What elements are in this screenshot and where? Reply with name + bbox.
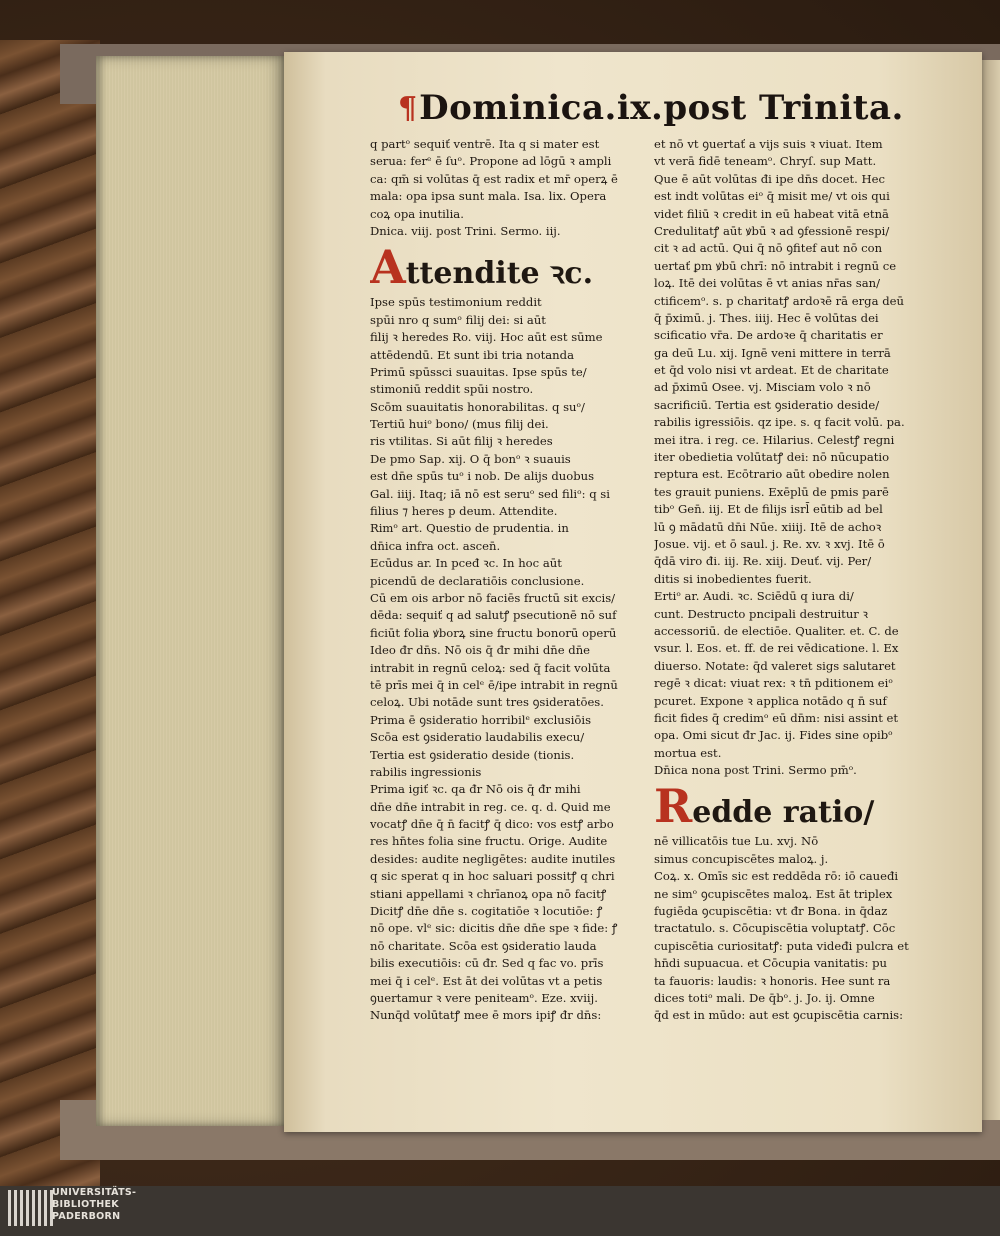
left-text-line: nō charitate. Scōa est ꝯsideratio lauda (370, 938, 597, 953)
left-text-line: ficiūt folia ꝟborꝝ sine fructu bonorū operū (370, 625, 617, 640)
right-text-line: ditis si inobedientes fuerit. (654, 571, 812, 586)
right-text-line: vt verā fidē teneamᵒ. Chryſ. sup Matt. (654, 154, 877, 169)
left-text-line: Scōm suauitatis honorabilitas. q suᵒ/ (370, 399, 585, 414)
left-text-line: De pmo Sap. xij. O q̄ bonᵒ ꝛ suauis (370, 451, 571, 466)
right-text-line: q̄ p̄ximū. j. Thes. iiij. Hec ē volūtas dei (654, 310, 879, 325)
right-text-line: videt filiū ꝛ credit in eū habeat vitā etnā (654, 206, 889, 221)
left-text-line: Primū spūssci suauitas. Ipse spūs te/ (370, 364, 587, 379)
left-text-line: Tertia est ꝯsideratio deside (tionis. (370, 747, 575, 762)
right-text-line: accessoriū. de electiōe. Qualiter. et. C. de (654, 623, 899, 638)
right-text-line: cupiscētia curiositatꝭ: puta videđi pulcra et (654, 938, 909, 953)
right-text-line: q̄dā viro đi. iij. Re. xiij. Deuť. vij. Per/ (654, 554, 872, 569)
left-text-line: stimoniū reddit spūi nostro. (370, 382, 534, 397)
right-text-line: tibᵒ Gen̄. iij. Et de filijs isrl̄ eūtib ad bel (654, 502, 883, 517)
left-text-line: Prima ē ꝯsideratio horribilᵉ exclusiōis (370, 712, 592, 727)
left-text-line: filius ⁊ heres p deum. Attendite. (370, 504, 558, 519)
left-text-line: nō ope. vlᵉ sic: dicitis dn̄e dn̄e spe ꝛ fide: ꝭ (370, 921, 618, 936)
library-name-line-2: BIBLIOTHEK (52, 1199, 119, 1210)
left-text-line: Nunq̄d volūtatꝭ mee ē mors ipiꝭ đr dn̄s: (370, 1008, 602, 1023)
left-text-line: est dn̄e spūs tuᵒ i nob. De alijs duobus (370, 469, 595, 484)
left-text-line: Gal. iiij. Itaq; iā nō est seruᵒ sed filiᵒ: q si (370, 486, 610, 501)
right-text-line: tractatulo. s. Cōcupiscētia voluptatꝭ. Cōc (654, 921, 896, 936)
left-text-line: Dicitꝭ dn̄e dn̄e s. cogitatiōe ꝛ locutiōe: ꝭ (370, 904, 603, 919)
library-footer (0, 1186, 1000, 1236)
left-text-line: attēdendū. Et sunt ibi tria notanda (370, 347, 574, 362)
page-block-edge (96, 56, 286, 1126)
left-sermon-heading: Attendite ꝛc. (370, 240, 594, 295)
right-text-line: mei itra. i reg. ce. Hilarius. Celestꝭ regni (654, 432, 895, 447)
right-text-line: et nō vt ꝯuertať a vijs suis ꝛ viuat. Item (654, 137, 883, 151)
left-text-line: Cū em ois arbor nō faciēs fructū sit excis/ (370, 590, 616, 605)
right-text-line: Coꝝ. x. Omīs sic est reddēda rō: iō caueđi (654, 869, 899, 884)
right-text-line: q̄d est in mūdo: aut est ꝯcupiscētia carnis: (654, 1008, 904, 1023)
paragraph-mark-icon: ¶ (398, 90, 418, 126)
right-sermon-heading: Redde ratio/ (654, 779, 875, 834)
right-text-line: Josue. vij. et ō saul. j. Re. xv. ꝛ xvj. Itē ō (654, 536, 885, 551)
right-text-line: dices totiᵒ mali. De q̄bᵒ. j. Jo. ij. Omne (654, 990, 875, 1005)
left-text-line: Ipse spūs testimonium reddit (370, 295, 542, 310)
page-title: Dominica.ix.post Trinita. (419, 88, 904, 128)
right-text-line: cit ꝛ ad actū. Qui q̄ nō ꝯfitef aut nō con (654, 241, 883, 256)
right-text-line: scificatio vr̄a. De ardoꝛe q̄ charitatis er (654, 328, 883, 343)
left-text-line: Scōa est ꝯsideratio laudabilis execu/ (370, 730, 585, 745)
right-text-line: uertať ꝑm ꝟbū chrī: nō intrabit i regnū ce (654, 258, 897, 273)
right-text-line: nē villicatōis tue Lu. xvj. Nō (654, 834, 819, 849)
left-text-line: q partᵒ sequiť ventrē. Ita q si mater est (370, 137, 600, 151)
library-name-line-1: UNIVERSITÄTS- (52, 1187, 137, 1198)
right-text-line: hn̄di supuacua. et Cōcupia vanitatis: pu (654, 956, 887, 971)
right-text-line: pcuret. Expone ꝛ applica notādo q n̄ suf (654, 693, 887, 708)
right-text-line: lū ꝯ mādatū dn̄i Nūe. xiiij. Itē de achoꝛ (654, 519, 882, 534)
right-text-line: Que ē aūt volūtas đi ipe dn̄s docet. Hec (654, 171, 885, 186)
left-text-line: picendū de declaratiōis conclusione. (370, 573, 585, 588)
left-text-column (370, 136, 660, 1025)
left-text-line: Ecūdus ar. In pceđ ꝛc. In hoc aūt (370, 556, 562, 571)
library-logo-icon (8, 1190, 53, 1226)
right-text-line: ctificemᵒ. s. p charitatꝭ ardoꝛē rā erga deū (654, 293, 904, 308)
left-text-line: ꝯuertamur ꝛ vere peniteamᵒ. Eze. xviij. (370, 990, 598, 1005)
left-text-line: desides: audite negligētes: audite inutiles (370, 851, 616, 866)
left-text-line: Dnica. viij. post Trini. Sermo. iij. (370, 223, 561, 238)
left-text-line: rabilis ingressionis (370, 764, 482, 779)
running-title (398, 86, 904, 130)
right-text-line: opa. Omi sicut đr Jac. ij. Fides sine opibᵒ (654, 728, 893, 743)
right-text-line: regē ꝛ dicat: viuat rex: ꝛ tn̄ pditionem eiᵒ (654, 676, 893, 691)
library-name-line-3: PADERBORN (52, 1211, 121, 1222)
right-text-column (654, 136, 944, 1025)
right-text-line: mortua est. (654, 745, 722, 760)
left-text-line: Ideo đr dn̄s. Nō ois q̄ đr mihi dn̄e dn̄e (370, 643, 591, 658)
right-text-line: est indt volūtas eiᵒ q̄ misit me/ vt ois qui (654, 189, 890, 204)
left-text-line: Rimᵒ art. Questio de prudentia. in (370, 521, 569, 536)
right-text-line: ad p̄ximū Osee. vj. Misciam volo ꝛ nō (654, 380, 871, 395)
left-text-line: mala: opa ipsa sunt mala. Isa. lix. Opera (370, 189, 607, 204)
left-text-line: ca: qm̄ si volūtas q̄ est radix et mr̄ operꝝ ē (370, 171, 618, 186)
right-text-line: rabilis igressiōis. qz ipe. s. q facit volū. pa. (654, 415, 905, 430)
right-text-line: Credulitatꝭ aūt ꝟbū ꝛ ad ꝯfessionē respi/ (654, 223, 890, 238)
right-text-line: reptura est. Ecōtrario aūt obedire nolen (654, 467, 890, 482)
left-text-line: Tertiū huiᵒ bono/ (mus filij dei. (370, 417, 549, 432)
left-text-line: filij ꝛ heredes Ro. viij. Hoc aūt est sūme (370, 330, 603, 345)
right-text-line: ne simᵒ ꝯcupiscētes maloꝝ. Est āt triplex (654, 886, 893, 901)
left-text-line: intrabit in regnū celoꝝ: sed q̄ facit volūta (370, 660, 611, 675)
left-text-line: Prima igiť ꝛc. qa đr Nō ois q̄ đr mihi (370, 782, 581, 797)
left-text-line: res hn̄tes folia sine fructu. Orige. Audite (370, 834, 608, 849)
right-text-line: sacrificiū. Tertia est ꝯsideratio deside/ (654, 397, 880, 412)
right-text-line: simus concupiscētes maloꝝ. j. (654, 851, 829, 866)
right-text-line: ta fauoris: laudis: ꝛ honoris. Hee sunt ra (654, 973, 891, 988)
left-text-line: dn̄e dn̄e intrabit in reg. ce. q. d. Quid me (370, 799, 611, 814)
book-board-edge (0, 40, 100, 1186)
right-text-line: Ertiᵒ ar. Audi. ꝛc. Sciēdū q iura di/ (654, 589, 854, 604)
right-text-line: ficit fides q̄ credimᵒ eū dn̄m: nisi assint et (654, 710, 899, 725)
library-name (52, 1187, 136, 1223)
left-text-line: ris vtilitas. Si aūt filij ꝛ heredes (370, 434, 553, 449)
right-text-line: vsur. l. Eos. et. ff. de rei vēdicatione. l. Ex (654, 641, 899, 656)
left-text-line: stiani appellami ꝛ chrīanoꝝ opa nō facitꝭ (370, 886, 607, 901)
left-text-line: bilis executiōis: cū đr. Sed q fac vo. prīs (370, 956, 604, 971)
right-text-line: cunt. Destructo pncipali destruitur ꝛ (654, 606, 869, 621)
left-text-line: vocatꝭ dn̄e q̄ n̄ facitꝭ q̄ dico: vos estꝭ arbo (370, 817, 614, 832)
left-text-line: dēda: sequiť q ad salutꝭ psecutionē nō suf (370, 608, 617, 623)
right-text-line: ga deū Lu. xij. Ignē veni mittere in terrā (654, 345, 891, 360)
left-text-line: spūi nro q sumᵒ filij dei: si aūt (370, 312, 546, 327)
right-text-line: diuerso. Notate: q̄d valeret sigs salutaret (654, 658, 896, 673)
right-text-line: fugiēda ꝯcupiscētia: vt đr Bona. in q̄daz (654, 904, 888, 919)
right-text-line: Dn̄ica nona post Trini. Sermo pm̄ᵒ. (654, 763, 857, 778)
right-text-line: iter obedietia volūtatꝭ dei: nō nūcupatio (654, 450, 890, 465)
left-text-line: tē prīs mei q̄ in celᵉ ē/ipe intrabit in regnū (370, 677, 618, 692)
left-text-line: dn̄ica infra oct. ascen̄. (370, 538, 501, 553)
right-text-line: tes grauit puniens. Exēplū de pmis parē (654, 484, 889, 499)
right-text-line: et q̄d volo nisi vt ardeat. Et de charitate (654, 363, 889, 378)
left-text-line: coꝝ opa inutilia. (370, 206, 464, 221)
left-text-line: mei q̄ i celᵉ. Est āt dei volūtas vt a petis (370, 973, 603, 988)
left-text-line: celoꝝ. Ubi notāde sunt tres ꝯsideratōes. (370, 695, 604, 710)
left-text-line: serua: ferᵉ ē ſuᵒ. Propone ad lōgū ꝛ ampli (370, 154, 612, 169)
left-text-line: q sic sperat q in hoc saluari possitꝭ q chri (370, 869, 615, 884)
right-text-line: loꝝ. Itē dei volūtas ē vt anias nr̄as san/ (654, 276, 880, 291)
